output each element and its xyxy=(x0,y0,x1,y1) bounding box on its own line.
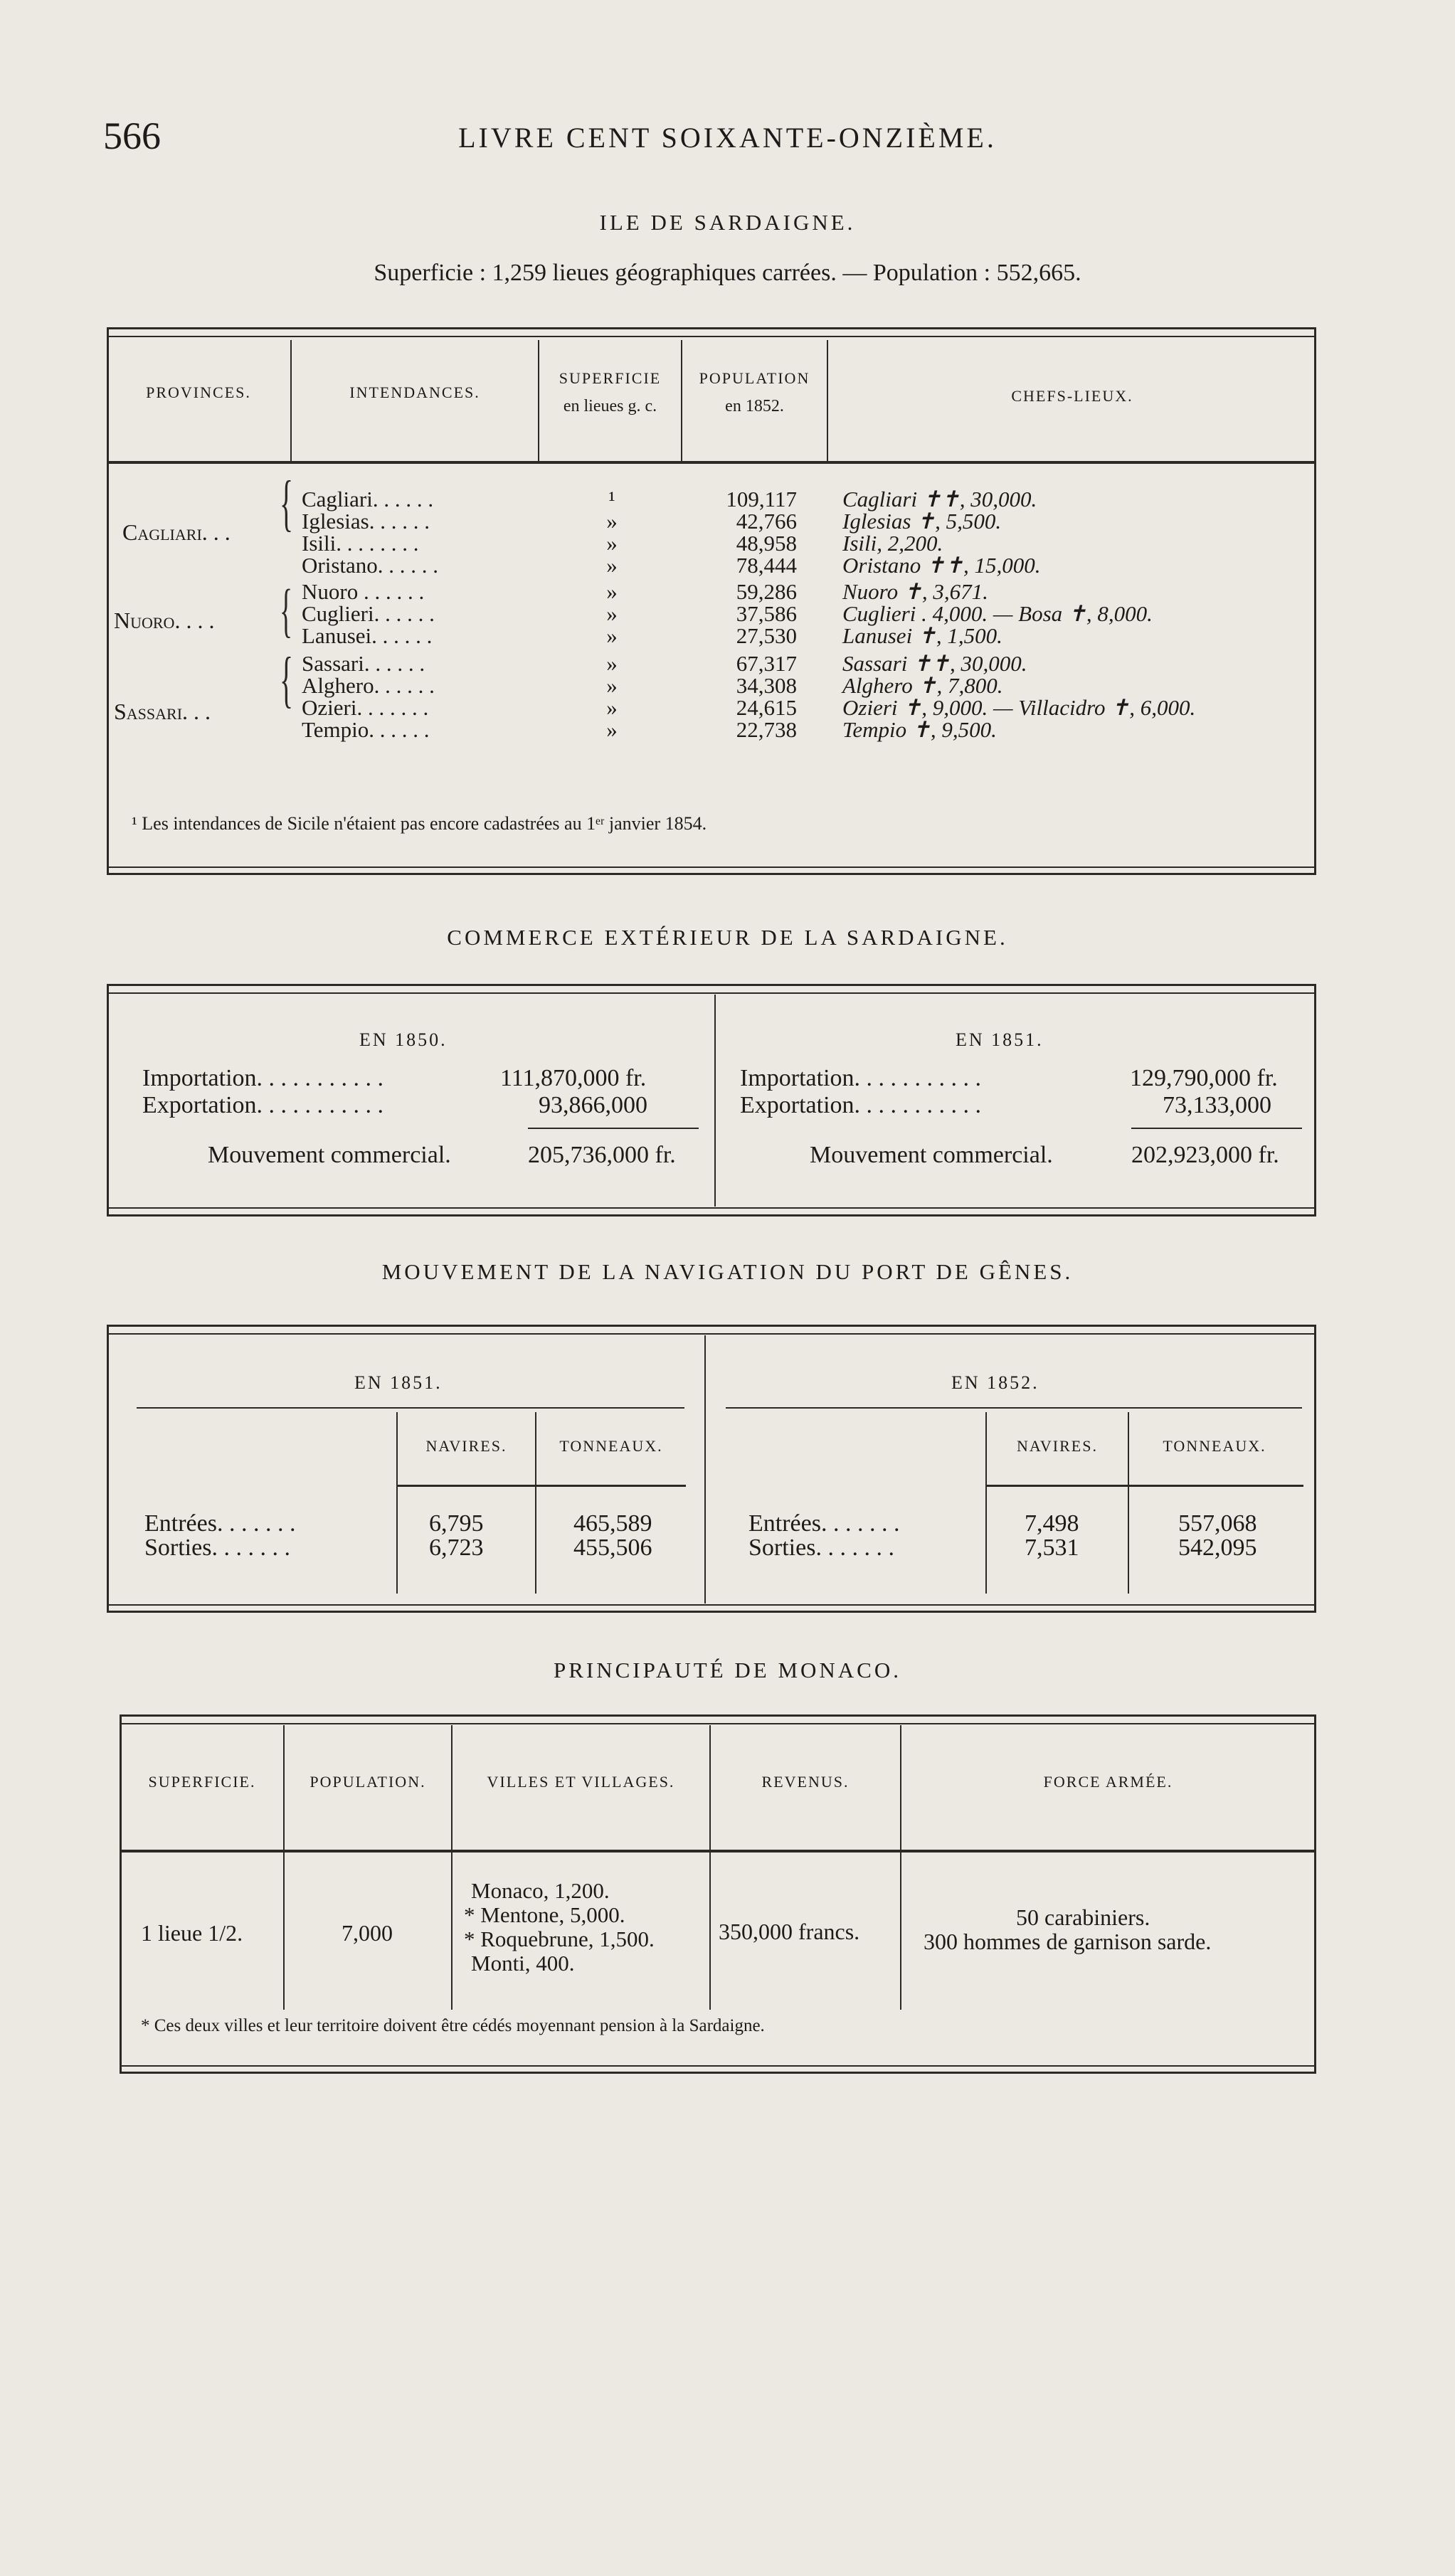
superficie-cell: » xyxy=(606,695,618,720)
chef-lieu-cell: Lanusei ✝, 1,500. xyxy=(842,623,1002,648)
population-cell: 27,530 xyxy=(736,623,797,648)
nav-1852-head: EN 1852. xyxy=(951,1372,1039,1393)
intendance-cell: Oristano. . . . . . xyxy=(302,553,439,578)
imp-1850-value: 111,870,000 fr. xyxy=(500,1065,647,1091)
nav-1852-entrees-label: Entrées. . . . . . . xyxy=(748,1510,900,1537)
col-population: POPULATION xyxy=(699,369,810,387)
monaco-col-force: FORCE ARMÉE. xyxy=(1043,1773,1173,1791)
brace-cagliari: { xyxy=(280,469,294,538)
nav-1851-sorties-label: Sorties. . . . . . . xyxy=(144,1535,290,1561)
exp-1850-label: Exportation. . . . . . . . . . . xyxy=(142,1092,384,1118)
imp-1851-value: 129,790,000 fr. xyxy=(1130,1065,1278,1091)
page-number: 566 xyxy=(103,115,161,157)
intendance-cell: Ozieri. . . . . . . xyxy=(302,695,429,720)
intendance-cell: Nuoro . . . . . . xyxy=(302,579,425,604)
superficie-cell: » xyxy=(606,601,618,626)
superficie-cell: » xyxy=(606,579,618,604)
nav-1851-entrees-tonneaux: 465,589 xyxy=(573,1510,652,1537)
col-provinces: PROVINCES. xyxy=(146,383,251,401)
population-cell: 22,738 xyxy=(736,717,797,742)
population-cell: 24,615 xyxy=(736,695,797,720)
monaco-force-1: 50 carabiniers. xyxy=(1016,1904,1150,1930)
chef-lieu-cell: Tempio ✝, 9,500. xyxy=(842,717,997,742)
intendance-cell: Lanusei. . . . . . xyxy=(302,623,433,648)
commerce-1851-head: EN 1851. xyxy=(956,1029,1044,1050)
exp-1850-value: 93,866,000 xyxy=(539,1092,647,1118)
monaco-ville: * Mentone, 5,000. xyxy=(464,1902,625,1927)
nav-1852-sorties-tonneaux: 542,095 xyxy=(1178,1535,1257,1561)
population-cell: 109,117 xyxy=(726,487,797,512)
navigation-title: MOUVEMENT DE LA NAVIGATION DU PORT DE GÊNES. xyxy=(381,1259,1074,1284)
chef-lieu-cell: Isili, 2,200. xyxy=(842,531,943,556)
nav-1852-sorties-navires: 7,531 xyxy=(1025,1535,1079,1561)
superficie-cell: » xyxy=(606,651,618,676)
nav-1851-entrees-label: Entrées. . . . . . . xyxy=(144,1510,296,1537)
exp-1851-label: Exportation. . . . . . . . . . . xyxy=(740,1092,982,1118)
population-cell: 78,444 xyxy=(736,553,797,578)
superficie-cell: » xyxy=(606,531,618,556)
monaco-footnote: * Ces deux villes et leur territoire doivent être cédés moyennant pension à la Sardaigne. xyxy=(141,2016,765,2035)
chef-lieu-cell: Ozieri ✝, 9,000. — Villacidro ✝, 6,000. xyxy=(842,695,1196,720)
intendance-cell: Tempio. . . . . . xyxy=(302,717,430,742)
province-nuoro: Nuoro. . . . xyxy=(114,608,215,633)
superficie-cell: » xyxy=(606,553,618,578)
nav-1851-sorties-navires: 6,723 xyxy=(429,1535,484,1561)
province-cagliari: Cagliari. . . xyxy=(122,519,231,545)
superficie-cell: » xyxy=(606,673,618,698)
superficie-cell: » xyxy=(606,509,618,534)
mv-1851-value: 202,923,000 fr. xyxy=(1131,1142,1279,1168)
chef-lieu-cell: Cuglieri . 4,000. — Bosa ✝, 8,000. xyxy=(842,601,1153,626)
monaco-col-population: POPULATION. xyxy=(309,1773,426,1791)
exp-1851-value: 73,133,000 xyxy=(1163,1092,1271,1118)
sardaigne-title: ILE DE SARDAIGNE. xyxy=(599,210,856,235)
intendance-cell: Iglesias. . . . . . xyxy=(302,509,430,534)
commerce-1850-head: EN 1850. xyxy=(359,1029,448,1050)
chef-lieu-cell: Sassari ✝✝, 30,000. xyxy=(842,651,1027,676)
chef-lieu-cell: Alghero ✝, 7,800. xyxy=(842,673,1003,698)
nav-1852-entrees-tonneaux: 557,068 xyxy=(1178,1510,1257,1537)
monaco-force-2: 300 hommes de garnison sarde. xyxy=(924,1929,1212,1954)
nav-1852-tonneaux-col: TONNEAUX. xyxy=(1163,1437,1266,1455)
chef-lieu-cell: Nuoro ✝, 3,671. xyxy=(842,579,988,604)
col-superficie: SUPERFICIE xyxy=(559,369,662,387)
col-intendances: INTENDANCES. xyxy=(349,383,480,401)
population-cell: 48,958 xyxy=(736,531,797,556)
mv-1850-value: 205,736,000 fr. xyxy=(528,1142,676,1168)
mv-1850-label: Mouvement commercial. xyxy=(208,1142,451,1168)
population-cell: 59,286 xyxy=(736,579,797,604)
nav-1852-navires-col: NAVIRES. xyxy=(1016,1437,1098,1455)
superficie-cell: » xyxy=(606,623,618,648)
population-cell: 34,308 xyxy=(736,673,797,698)
intendance-cell: Alghero. . . . . . xyxy=(302,673,435,698)
monaco-col-revenus: REVENUS. xyxy=(761,1773,850,1791)
chef-lieu-cell: Iglesias ✝, 5,500. xyxy=(842,509,1002,534)
superficie-cell: ¹ xyxy=(608,487,615,512)
superficie-cell: » xyxy=(606,717,618,742)
brace-nuoro: { xyxy=(280,578,293,644)
nav-1851-head: EN 1851. xyxy=(354,1372,443,1393)
monaco-title: PRINCIPAUTÉ DE MONACO. xyxy=(553,1658,902,1682)
monaco-col-villes: VILLES ET VILLAGES. xyxy=(487,1773,675,1791)
nav-1852-sorties-label: Sorties. . . . . . . xyxy=(748,1535,894,1561)
monaco-ville: Monaco, 1,200. xyxy=(471,1878,610,1903)
intendance-cell: Cuglieri. . . . . . xyxy=(302,601,435,626)
population-cell: 42,766 xyxy=(736,509,797,534)
col-chefs-lieux: CHEFS-LIEUX. xyxy=(1011,387,1133,405)
intendance-cell: Isili. . . . . . . . xyxy=(302,531,419,556)
imp-1850-label: Importation. . . . . . . . . . . xyxy=(142,1065,384,1091)
monaco-revenus: 350,000 francs. xyxy=(719,1919,860,1944)
intendance-cell: Cagliari. . . . . . xyxy=(302,487,434,512)
nav-1851-navires-col: NAVIRES. xyxy=(425,1437,507,1455)
province-sassari: Sassari. . . xyxy=(114,699,211,724)
monaco-ville: Monti, 400. xyxy=(471,1951,575,1976)
mv-1851-label: Mouvement commercial. xyxy=(810,1142,1053,1168)
nav-1851-tonneaux-col: TONNEAUX. xyxy=(559,1437,663,1455)
monaco-superficie: 1 lieue 1/2. xyxy=(141,1920,243,1946)
col-superficie-unit: en lieues g. c. xyxy=(563,397,657,415)
imp-1851-label: Importation. . . . . . . . . . . xyxy=(740,1065,982,1091)
population-cell: 67,317 xyxy=(736,651,797,676)
commerce-title: COMMERCE EXTÉRIEUR DE LA SARDAIGNE. xyxy=(447,925,1008,950)
chef-lieu-cell: Cagliari ✝✝, 30,000. xyxy=(842,487,1037,512)
col-population-year: en 1852. xyxy=(725,397,784,415)
sardaigne-footnote: ¹ Les intendances de Sicile n'étaient pas encore cadastrées au 1ᵉʳ janvier 1854. xyxy=(132,813,707,834)
nav-1851-entrees-navires: 6,795 xyxy=(429,1510,484,1537)
monaco-population: 7,000 xyxy=(342,1920,393,1946)
monaco-ville: * Roquebrune, 1,500. xyxy=(464,1926,655,1951)
population-cell: 37,586 xyxy=(736,601,797,626)
intendance-cell: Sassari. . . . . . xyxy=(302,651,425,676)
nav-1851-sorties-tonneaux: 455,506 xyxy=(573,1535,652,1561)
chef-lieu-cell: Oristano ✝✝, 15,000. xyxy=(842,553,1041,578)
monaco-col-superficie: SUPERFICIE. xyxy=(148,1773,256,1791)
brace-sassari: { xyxy=(280,645,294,714)
running-title: LIVRE CENT SOIXANTE-ONZIÈME. xyxy=(458,122,997,154)
nav-1852-entrees-navires: 7,498 xyxy=(1025,1510,1079,1537)
sardaigne-subtitle: Superficie : 1,259 lieues géographiques carrées. — Population : 552,665. xyxy=(374,260,1081,286)
